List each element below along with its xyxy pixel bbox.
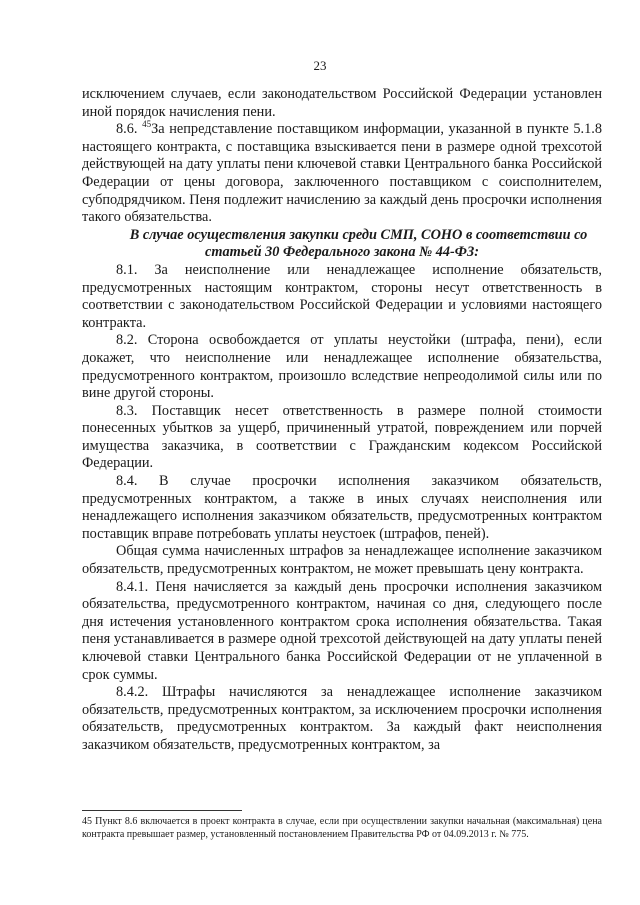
footnote: 45 Пункт 8.6 включается в проект контракта в случае, если при осуществлении закупки начальная (максимальная) цена контракта превышает размер, установленный постановлением Правительства РФ от 04.09.2013 г. № 775. xyxy=(82,816,602,840)
page-number: 23 xyxy=(313,58,327,73)
paragraph-continuation: исключением случаев, если законодательством Российской Федерации установлен иной порядок начисления пени. xyxy=(82,86,602,120)
section-heading: В случае осуществления закупки среди СМП, СОНО в соответствии со статьей 30 Федерального закона № 44-ФЗ: xyxy=(129,226,588,261)
footnote-ref: 45 xyxy=(142,119,152,130)
paragraph-8-3: 8.3. Поставщик несет ответственность в размере полной стоимости понесенных убытков за ущерб, причиненный утратой, повреждением или порчей имущества заказчика, в соответствии с Гражданским кодексом Российской Федерации. xyxy=(82,402,602,472)
footnote-separator xyxy=(82,810,242,811)
paragraph-8-4-2: 8.4.2. Штрафы начисляются за ненадлежащее исполнение заказчиком обязательств, предусмотренных контрактом, за исключением просрочки исполнения обязательств, предусмотренных контрактом. За каждый факт неисполнения заказчиком обязательств, предусмотренных контрактом, за xyxy=(82,684,602,753)
paragraph-total-fines: Общая сумма начисленных штрафов за ненадлежащее исполнение заказчиком обязательств, предусмотренных контрактом, не может превышать цену контракта. xyxy=(82,543,602,578)
paragraph-8-4-1: 8.4.1. Пеня начисляется за каждый день просрочки исполнения заказчиком обязательства, предусмотренного контрактом, начиная со дня, следующего после дня истечения установленного контрактом срока исполнения обязательства. Такая пеня устанавливается в размере одной трехсотой действующей на дату уплаты пеней ключевой ставки Центрального банка Российской Федерации от не уплаченной в срок суммы. xyxy=(82,578,602,683)
document-body xyxy=(82,86,602,755)
clause-number: 8.6. xyxy=(116,121,138,138)
clause-text: За непредставление поставщиком информации, указанной в пункте 5.1.8 настоящего контракта, с поставщика взыскивается пени в размере одной трехсотой действующей на дату уплаты пени ключевой ставки Центрального банка Российской Федерации от цены договора, заключенного поставщиком с соисполнителем, субподрядчиком. Пеня подлежит начислению за каждый день просрочки исполнения такого обязательства. xyxy=(82,121,602,226)
paragraph-8-6 xyxy=(82,121,602,227)
paragraph-8-1: 8.1. За неисполнение или ненадлежащее исполнение обязательств, предусмотренных настоящим контрактом, стороны несут ответственность в соответствии с законодательством Российской Федерации и условиями настоящего контракта. xyxy=(82,261,602,331)
paragraph-8-2: 8.2. Сторона освобождается от уплаты неустойки (штрафа, пени), если докажет, что неисполнение или ненадлежащее исполнение обязательства, предусмотренного контрактом, произошло вследствие непреодолимой силы или по вине другой стороны. xyxy=(82,332,602,402)
paragraph-8-4: 8.4. В случае просрочки исполнения заказчиком обязательств, предусмотренных контрактом, а также в иных случаях неисполнения или ненадлежащего исполнения заказчиком обязательств, предусмотренных контрактом поставщик вправе потребовать уплаты неустоек (штрафов, пеней). xyxy=(82,473,602,542)
